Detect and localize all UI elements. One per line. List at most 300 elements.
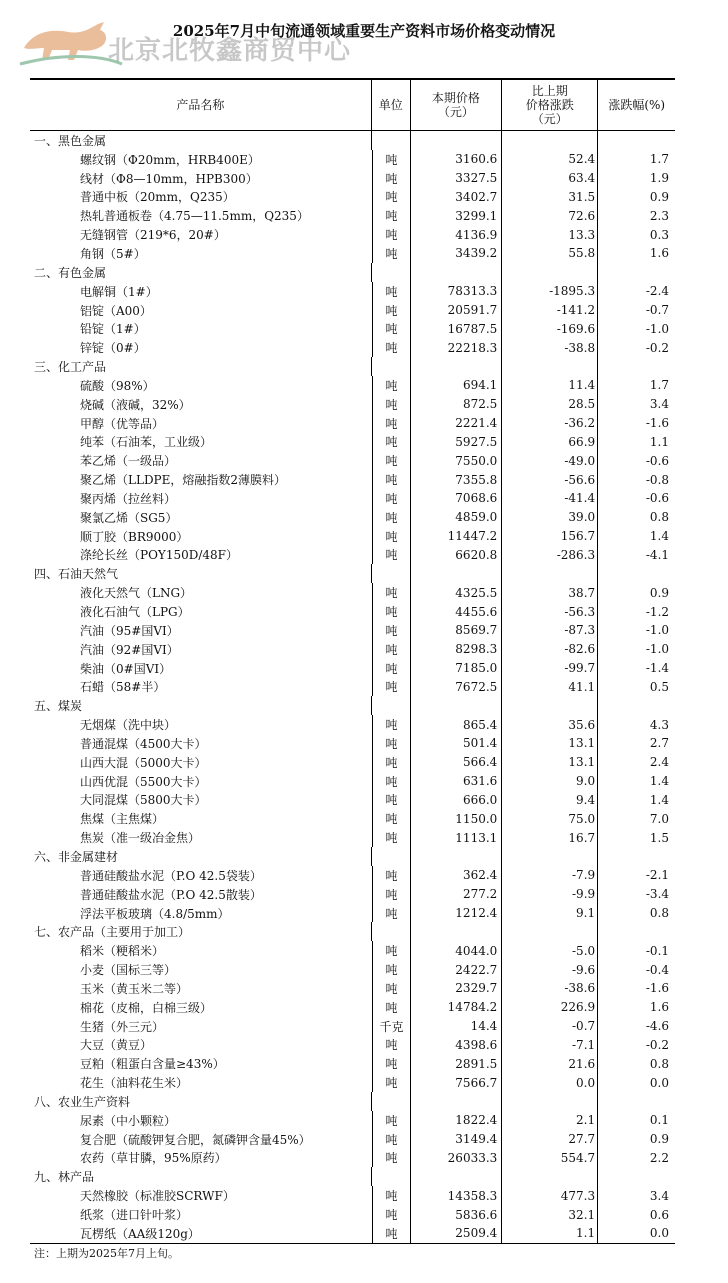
price-cell: 22218.3 [411, 338, 502, 357]
empty-cell [502, 696, 598, 715]
pct-cell: 0.0 [649, 1226, 670, 1241]
product-name: 角钢（5#） [30, 244, 373, 263]
price-cell: 78313.3 [411, 282, 502, 301]
header-change-line3: （元） [531, 112, 568, 126]
pct-cell: -2.4 [645, 284, 670, 299]
unit-cell: 吨 [373, 602, 412, 621]
change-cell: -169.6 [502, 319, 598, 338]
pct-cell: 2.2 [649, 1150, 670, 1165]
change-cell: 66.9 [502, 433, 598, 452]
pct-cell: 1.4 [649, 774, 670, 789]
pct-cell: -1.0 [645, 642, 670, 657]
change-cell: -99.7 [502, 659, 598, 678]
change-cell: -38.6 [502, 979, 598, 998]
product-name: 天然橡胶（标准胶SCRWF） [30, 1186, 373, 1205]
table-row [30, 1186, 675, 1205]
change-cell: -82.6 [502, 640, 598, 659]
price-cell: 3327.5 [411, 169, 502, 188]
table-row [30, 1149, 675, 1168]
table-row [30, 244, 675, 263]
unit-cell: 吨 [373, 734, 412, 753]
pct-cell: 0.8 [649, 906, 670, 921]
empty-cell [411, 564, 502, 583]
change-cell: 13.3 [502, 225, 598, 244]
change-cell: -1895.3 [502, 282, 598, 301]
price-cell: 1212.4 [411, 904, 502, 923]
category-row [30, 263, 675, 282]
change-cell: -38.8 [502, 338, 598, 357]
pct-cell: 1.5 [649, 830, 670, 845]
product-name: 聚氯乙烯（SG5） [30, 508, 373, 527]
header-unit: 单位 [372, 80, 411, 130]
pct-cell: -0.6 [645, 491, 670, 506]
product-name: 生猪（外三元） [30, 1017, 373, 1036]
price-table [30, 78, 675, 1244]
unit-cell: 吨 [373, 1054, 412, 1073]
empty-cell [502, 847, 598, 866]
change-cell: -7.9 [502, 866, 598, 885]
empty-cell [502, 922, 598, 941]
table-header [30, 80, 675, 131]
change-cell: 72.6 [502, 206, 598, 225]
unit-cell: 吨 [373, 885, 412, 904]
change-cell: 52.4 [502, 150, 598, 169]
product-name: 焦炭（准一级冶金焦） [30, 828, 373, 847]
table-row [30, 866, 675, 885]
change-cell: 554.7 [502, 1149, 598, 1168]
table-row [30, 602, 675, 621]
empty-cell [598, 847, 675, 866]
category-name: 九、林产品 [30, 1167, 372, 1186]
price-cell: 3402.7 [411, 188, 502, 207]
unit-cell: 吨 [373, 188, 412, 207]
pct-cell: -0.6 [645, 453, 670, 468]
table-row [30, 319, 675, 338]
product-name: 纸浆（进口针叶浆） [30, 1205, 373, 1224]
product-name: 汽油（95#国VI） [30, 621, 373, 640]
change-cell: 35.6 [502, 715, 598, 734]
category-row [30, 564, 675, 583]
unit-cell: 吨 [373, 395, 412, 414]
product-name: 农药（草甘膦，95%原药） [30, 1149, 373, 1168]
pct-cell: 0.9 [649, 585, 670, 600]
change-cell: 2.1 [502, 1111, 598, 1130]
pct-cell: 2.3 [649, 208, 670, 223]
product-name: 大同混煤（5800大卡） [30, 791, 373, 810]
price-cell: 1150.0 [411, 809, 502, 828]
price-cell: 5836.6 [411, 1205, 502, 1224]
price-cell: 7672.5 [411, 677, 502, 696]
pct-cell: 1.4 [649, 529, 670, 544]
table-row [30, 395, 675, 414]
pct-cell: 2.4 [649, 755, 670, 770]
product-name: 花生（油料花生米） [30, 1073, 373, 1092]
price-cell: 2422.7 [411, 960, 502, 979]
product-name: 硫酸（98%） [30, 376, 373, 395]
product-name: 液化天然气（LNG） [30, 583, 373, 602]
price-cell: 3160.6 [411, 150, 502, 169]
change-cell: -56.3 [502, 602, 598, 621]
empty-cell [372, 1092, 411, 1111]
price-cell: 2891.5 [411, 1054, 502, 1073]
change-cell: -9.9 [502, 885, 598, 904]
table-row [30, 677, 675, 696]
category-row [30, 1092, 675, 1111]
category-name: 一、黑色金属 [30, 131, 372, 150]
unit-cell: 吨 [373, 979, 412, 998]
price-cell: 16787.5 [411, 319, 502, 338]
price-cell: 2509.4 [411, 1224, 502, 1243]
unit-cell: 吨 [373, 998, 412, 1017]
pct-cell: -0.8 [645, 472, 670, 487]
table-row [30, 1073, 675, 1092]
table-row [30, 150, 675, 169]
category-row [30, 357, 675, 376]
price-cell: 7068.6 [411, 489, 502, 508]
table-row [30, 979, 675, 998]
product-name: 普通硅酸盐水泥（P.O 42.5散装） [30, 885, 373, 904]
table-row [30, 1054, 675, 1073]
table-row [30, 828, 675, 847]
price-cell: 1113.1 [411, 828, 502, 847]
unit-cell: 吨 [373, 489, 412, 508]
unit-cell: 吨 [373, 244, 412, 263]
pct-cell: 0.3 [649, 227, 670, 242]
change-cell: 9.0 [502, 772, 598, 791]
price-cell: 7566.7 [411, 1073, 502, 1092]
pct-cell: -2.1 [645, 868, 670, 883]
unit-cell: 吨 [373, 583, 412, 602]
pct-cell: -0.7 [645, 303, 670, 318]
product-name: 聚乙烯（LLDPE，熔融指数2薄膜料） [30, 470, 373, 489]
watermark-text: 北京北牧鑫商贸中心 [108, 36, 352, 66]
unit-cell: 吨 [373, 546, 412, 565]
unit-cell: 吨 [373, 451, 412, 470]
empty-cell [411, 696, 502, 715]
unit-cell: 吨 [373, 150, 412, 169]
table-row [30, 1017, 675, 1036]
change-cell: -141.2 [502, 301, 598, 320]
category-name: 五、煤炭 [30, 696, 372, 715]
category-name: 三、化工产品 [30, 357, 372, 376]
price-cell: 8569.7 [411, 621, 502, 640]
category-row [30, 696, 675, 715]
change-cell: 13.1 [502, 734, 598, 753]
product-name: 豆粕（粗蛋白含量≥43%） [30, 1054, 373, 1073]
product-name: 普通混煤（4500大卡） [30, 734, 373, 753]
price-cell: 14784.2 [411, 998, 502, 1017]
header-name: 产品名称 [30, 80, 372, 130]
price-cell: 566.4 [411, 753, 502, 772]
unit-cell: 吨 [373, 376, 412, 395]
unit-cell: 吨 [373, 1036, 412, 1055]
price-cell: 20591.7 [411, 301, 502, 320]
price-cell: 14358.3 [411, 1186, 502, 1205]
product-name: 顺丁胶（BR9000） [30, 527, 373, 546]
unit-cell: 吨 [373, 282, 412, 301]
pct-cell: 1.7 [649, 152, 670, 167]
header-price [411, 80, 502, 130]
price-cell: 277.2 [411, 885, 502, 904]
table-row [30, 489, 675, 508]
table-row [30, 941, 675, 960]
table-row [30, 998, 675, 1017]
pct-cell: -1.0 [645, 623, 670, 638]
product-name: 烧碱（液碱，32%） [30, 395, 373, 414]
product-name: 汽油（92#国VI） [30, 640, 373, 659]
empty-cell [411, 847, 502, 866]
product-name: 涤纶长丝（POY150D/48F） [30, 546, 373, 565]
price-cell: 7355.8 [411, 470, 502, 489]
unit-cell: 吨 [373, 1130, 412, 1149]
empty-cell [502, 131, 598, 150]
empty-cell [598, 922, 675, 941]
price-cell: 7550.0 [411, 451, 502, 470]
price-cell: 872.5 [411, 395, 502, 414]
unit-cell: 吨 [373, 621, 412, 640]
table-row [30, 546, 675, 565]
price-cell: 26033.3 [411, 1149, 502, 1168]
table-row [30, 1224, 675, 1243]
product-name: 玉米（黄玉米二等） [30, 979, 373, 998]
pct-cell: 0.9 [649, 1132, 670, 1147]
unit-cell: 吨 [373, 866, 412, 885]
change-cell: 9.1 [502, 904, 598, 923]
table-row [30, 1036, 675, 1055]
product-name: 瓦楞纸（AA级120g） [30, 1224, 373, 1243]
product-name: 山西优混（5500大卡） [30, 772, 373, 791]
unit-cell: 吨 [373, 169, 412, 188]
price-cell: 8298.3 [411, 640, 502, 659]
change-cell: 39.0 [502, 508, 598, 527]
change-cell: -286.3 [502, 546, 598, 565]
category-name: 二、有色金属 [30, 263, 372, 282]
empty-cell [372, 263, 411, 282]
product-name: 无烟煤（洗中块） [30, 715, 373, 734]
pct-cell: 1.1 [649, 434, 670, 449]
change-cell: 31.5 [502, 188, 598, 207]
change-cell: -41.4 [502, 489, 598, 508]
unit-cell: 吨 [373, 715, 412, 734]
table-row [30, 527, 675, 546]
change-cell: -0.7 [502, 1017, 598, 1036]
product-name: 铅锭（1#） [30, 319, 373, 338]
pct-cell: 1.4 [649, 792, 670, 807]
pct-cell: -0.2 [645, 1037, 670, 1052]
price-cell: 2221.4 [411, 414, 502, 433]
unit-cell: 吨 [373, 772, 412, 791]
product-name: 棉花（皮棉，白棉三级） [30, 998, 373, 1017]
product-name: 普通硅酸盐水泥（P.O 42.5袋装） [30, 866, 373, 885]
change-cell: 477.3 [502, 1186, 598, 1205]
change-cell: -5.0 [502, 941, 598, 960]
price-cell: 631.6 [411, 772, 502, 791]
change-cell: 16.7 [502, 828, 598, 847]
unit-cell: 吨 [373, 1149, 412, 1168]
product-name: 山西大混（5000大卡） [30, 753, 373, 772]
price-cell: 4325.5 [411, 583, 502, 602]
header-pct: 涨跌幅(%) [608, 98, 666, 112]
change-cell: 156.7 [502, 527, 598, 546]
empty-cell [411, 1092, 502, 1111]
empty-cell [411, 263, 502, 282]
change-cell: 226.9 [502, 998, 598, 1017]
pct-cell: -3.4 [645, 887, 670, 902]
category-name: 七、农产品（主要用于加工） [30, 922, 372, 941]
unit-cell: 吨 [373, 527, 412, 546]
product-name: 螺纹钢（Φ20mm，HRB400E） [30, 150, 373, 169]
header-price-line1: 本期价格 [431, 91, 480, 105]
price-cell: 4044.0 [411, 941, 502, 960]
table-row [30, 225, 675, 244]
table-row [30, 414, 675, 433]
pct-cell: -1.6 [645, 981, 670, 996]
empty-cell [598, 1092, 675, 1111]
price-cell: 3439.2 [411, 244, 502, 263]
unit-cell: 吨 [373, 301, 412, 320]
product-name: 锌锭（0#） [30, 338, 373, 357]
product-name: 小麦（国标三等） [30, 960, 373, 979]
pct-cell: 2.7 [649, 736, 670, 751]
change-cell: 41.1 [502, 677, 598, 696]
product-name: 稻米（粳稻米） [30, 941, 373, 960]
pct-cell: 7.0 [649, 811, 670, 826]
table-row [30, 621, 675, 640]
product-name: 苯乙烯（一级品） [30, 451, 373, 470]
product-name: 普通中板（20mm，Q235） [30, 188, 373, 207]
pct-cell: 3.4 [649, 397, 670, 412]
table-row [30, 508, 675, 527]
empty-cell [372, 922, 411, 941]
table-row [30, 791, 675, 810]
empty-cell [598, 696, 675, 715]
pct-cell: 1.6 [649, 1000, 670, 1015]
empty-cell [502, 357, 598, 376]
empty-cell [598, 564, 675, 583]
pct-cell: -4.6 [645, 1019, 670, 1034]
table-row [30, 809, 675, 828]
unit-cell: 吨 [373, 1224, 412, 1243]
pct-cell: -0.2 [645, 340, 670, 355]
unit-cell: 吨 [373, 659, 412, 678]
unit-cell: 吨 [373, 433, 412, 452]
product-name: 焦煤（主焦煤） [30, 809, 373, 828]
table-row [30, 659, 675, 678]
change-cell: -56.6 [502, 470, 598, 489]
product-name: 纯苯（石油苯，工业级） [30, 433, 373, 452]
price-cell: 4859.0 [411, 508, 502, 527]
unit-cell: 吨 [373, 904, 412, 923]
category-row [30, 847, 675, 866]
table-row [30, 960, 675, 979]
empty-cell [502, 564, 598, 583]
price-cell: 3149.4 [411, 1130, 502, 1149]
unit-cell: 吨 [373, 1186, 412, 1205]
product-name: 聚丙烯（拉丝料） [30, 489, 373, 508]
unit-cell: 吨 [373, 809, 412, 828]
table-body [30, 131, 675, 1243]
unit-cell: 吨 [373, 206, 412, 225]
header-change [502, 80, 598, 130]
category-name: 四、石油天然气 [30, 564, 372, 583]
unit-cell: 吨 [373, 677, 412, 696]
change-cell: 38.7 [502, 583, 598, 602]
product-name: 电解铜（1#） [30, 282, 373, 301]
table-row [30, 433, 675, 452]
table-row [30, 715, 675, 734]
change-cell: -9.6 [502, 960, 598, 979]
pct-cell: 0.8 [649, 510, 670, 525]
product-name: 铝锭（A00） [30, 301, 373, 320]
product-name: 无缝钢管（219*6，20#） [30, 225, 373, 244]
product-name: 复合肥（硫酸钾复合肥，氮磷钾含量45%） [30, 1130, 373, 1149]
header-change-line1: 比上期 [531, 84, 568, 98]
unit-cell: 吨 [373, 414, 412, 433]
unit-cell: 吨 [373, 640, 412, 659]
change-cell: 0.0 [502, 1073, 598, 1092]
page-title: 2025年7月中旬流通领域重要生产资料市场价格变动情况 [172, 22, 556, 40]
price-cell: 666.0 [411, 791, 502, 810]
pct-cell: 1.6 [649, 246, 670, 261]
product-name: 甲醇（优等品） [30, 414, 373, 433]
empty-cell [598, 357, 675, 376]
category-row [30, 131, 675, 150]
pct-cell: 0.6 [649, 1207, 670, 1222]
empty-cell [411, 922, 502, 941]
unit-cell: 吨 [373, 1073, 412, 1092]
unit-cell: 吨 [373, 225, 412, 244]
price-cell: 6620.8 [411, 546, 502, 565]
category-name: 六、非金属建材 [30, 847, 372, 866]
pct-cell: -1.4 [645, 661, 670, 676]
price-cell: 865.4 [411, 715, 502, 734]
pct-cell: -0.4 [645, 962, 670, 977]
table-row [30, 301, 675, 320]
change-cell: 75.0 [502, 809, 598, 828]
unit-cell: 吨 [373, 508, 412, 527]
empty-cell [411, 357, 502, 376]
product-name: 线材（Φ8—10mm，HPB300） [30, 169, 373, 188]
price-cell: 1822.4 [411, 1111, 502, 1130]
header-price-line2: （元） [437, 105, 474, 119]
unit-cell: 吨 [373, 960, 412, 979]
product-name: 柴油（0#国VI） [30, 659, 373, 678]
pct-cell: 3.4 [649, 1188, 670, 1203]
unit-cell: 吨 [373, 1111, 412, 1130]
pct-cell: -1.0 [645, 321, 670, 336]
product-name: 尿素（中小颗粒） [30, 1111, 373, 1130]
pct-cell: -4.1 [645, 547, 670, 562]
change-cell: -49.0 [502, 451, 598, 470]
unit-cell: 吨 [373, 338, 412, 357]
price-cell: 501.4 [411, 734, 502, 753]
empty-cell [411, 131, 502, 150]
header-change-line2: 价格涨跌 [525, 98, 574, 112]
price-cell: 2329.7 [411, 979, 502, 998]
table-row [30, 753, 675, 772]
change-cell: 63.4 [502, 169, 598, 188]
unit-cell: 吨 [373, 791, 412, 810]
unit-cell: 吨 [373, 470, 412, 489]
empty-cell [372, 131, 411, 150]
table-row [30, 206, 675, 225]
table-row [30, 451, 675, 470]
pct-cell: 0.5 [649, 679, 670, 694]
price-cell: 7185.0 [411, 659, 502, 678]
table-row [30, 885, 675, 904]
table-row [30, 734, 675, 753]
category-row [30, 1167, 675, 1186]
